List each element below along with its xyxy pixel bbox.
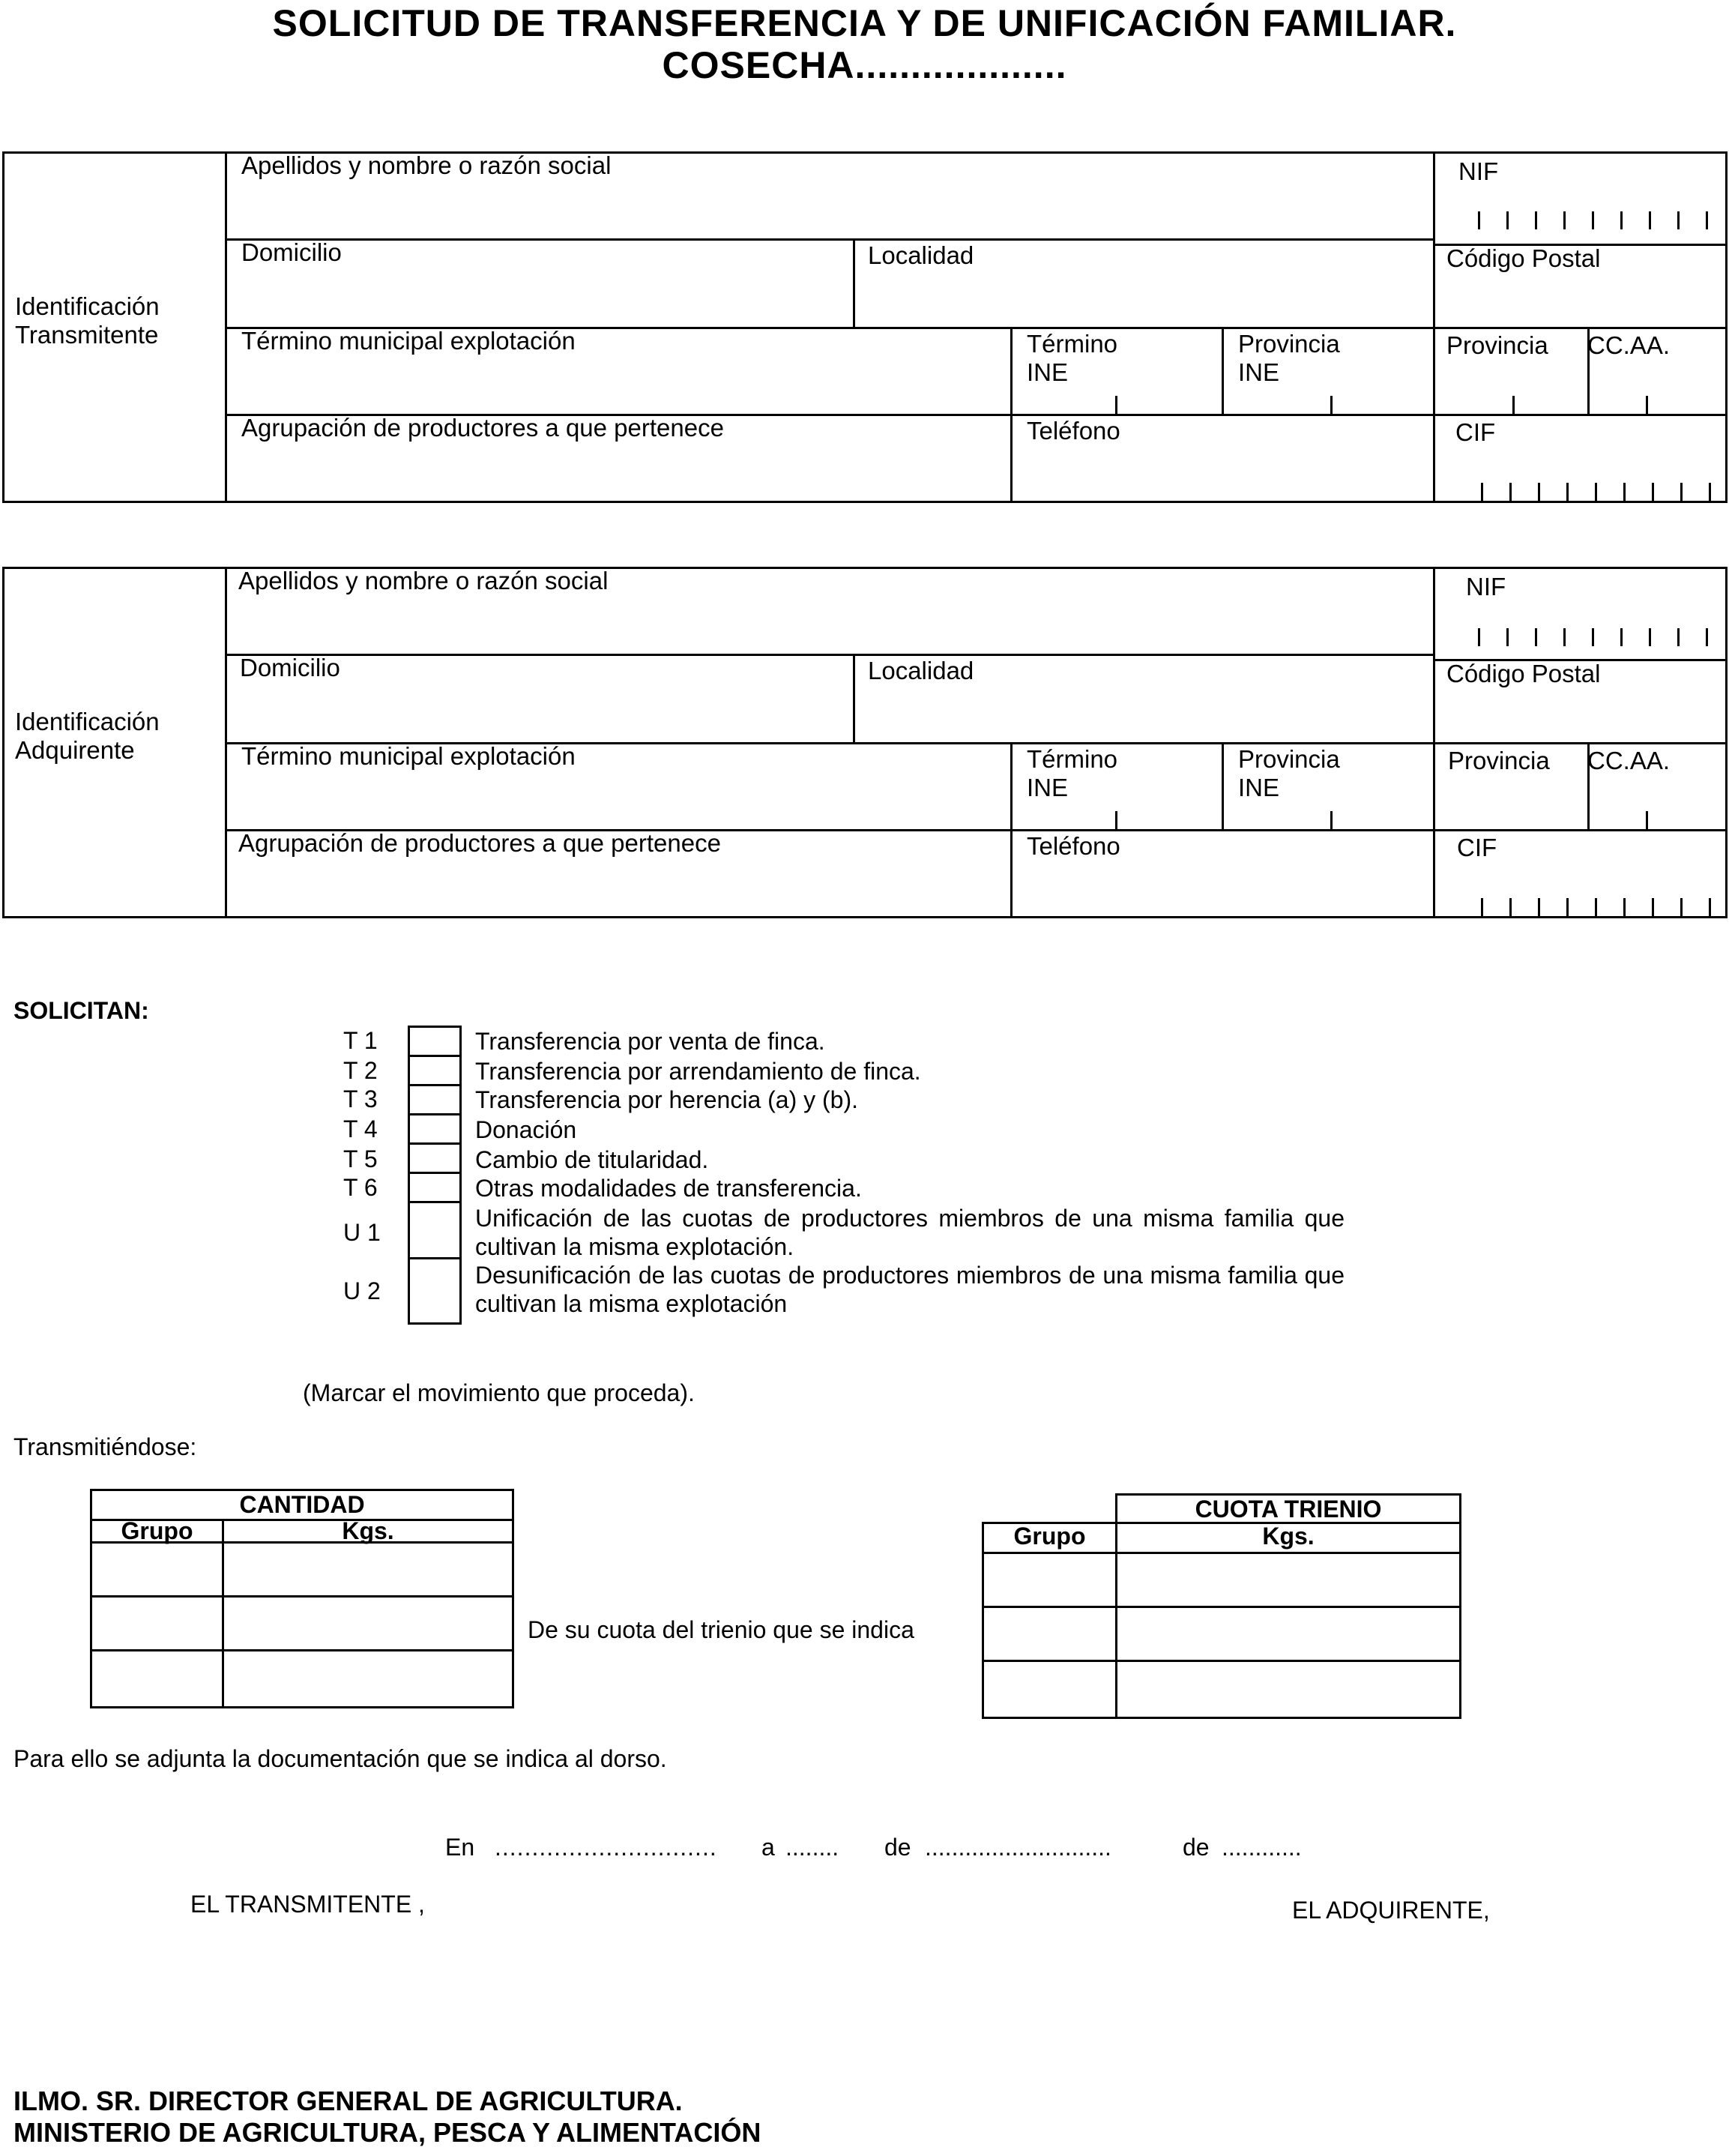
footer-ministerio: MINISTERIO DE AGRICULTURA, PESCA Y ALIMENTACIÓN xyxy=(13,2117,761,2148)
option-checkbox-t6[interactable] xyxy=(408,1172,462,1203)
cantidad-table-title: CANTIDAD xyxy=(91,1490,513,1520)
footer-director: ILMO. SR. DIRECTOR GENERAL DE AGRICULTURA. xyxy=(13,2086,683,2116)
termino-ine-label: INE xyxy=(1027,774,1069,801)
option-checkbox-t2[interactable] xyxy=(408,1055,462,1086)
table-cell[interactable] xyxy=(1117,1661,1461,1718)
provincia-ine-label: INE xyxy=(1238,774,1280,801)
cif-field[interactable]: CIF xyxy=(1457,834,1497,861)
option-text: Otras modalidades de transferencia. xyxy=(475,1175,862,1202)
option-code: T 1 xyxy=(343,1027,378,1054)
col-header-kgs: Kgs. xyxy=(1117,1523,1461,1553)
ccaa-field[interactable]: CC.AA. xyxy=(1587,331,1671,359)
termino-municipal-field[interactable]: Término municipal explotación xyxy=(241,327,576,355)
table-cell[interactable] xyxy=(1117,1607,1461,1661)
col-header-grupo: Grupo xyxy=(983,1523,1117,1553)
year-blank[interactable]: ............ xyxy=(1222,1834,1302,1861)
transmitiendose-label: Transmitiéndose: xyxy=(13,1433,197,1460)
ccaa-box[interactable] xyxy=(1646,396,1648,414)
option-code: U 2 xyxy=(343,1277,381,1304)
col-header-grupo: Grupo xyxy=(91,1520,223,1543)
documentacion-note: Para ello se adjunta la documentación que se indica al dorso. xyxy=(13,1745,667,1772)
termino-ine-label: Término xyxy=(1027,745,1118,773)
nif-field[interactable]: NIF xyxy=(1458,157,1499,185)
option-code: T 3 xyxy=(343,1085,378,1112)
option-text: Transferencia por herencia (a) y (b). xyxy=(475,1086,859,1113)
provincia-ine-box[interactable] xyxy=(1330,811,1333,829)
day-blank[interactable]: ........ xyxy=(785,1834,839,1861)
table-cell[interactable] xyxy=(983,1607,1117,1661)
termino-ine-box[interactable] xyxy=(1115,396,1117,414)
provincia-box[interactable] xyxy=(1512,396,1515,414)
apellidos-field[interactable]: Apellidos y nombre o razón social xyxy=(238,567,609,594)
telefono-field[interactable]: Teléfono xyxy=(1027,417,1120,445)
date-a-label: a xyxy=(761,1834,775,1861)
ccaa-field[interactable]: CC.AA. xyxy=(1587,747,1671,774)
nif-digit-boxes[interactable] xyxy=(1478,211,1718,234)
option-text: Donación xyxy=(475,1116,577,1143)
termino-ine-box[interactable] xyxy=(1115,811,1117,829)
provincia-ine-box[interactable] xyxy=(1330,396,1333,414)
table-cell[interactable] xyxy=(223,1543,513,1597)
ccaa-box[interactable] xyxy=(1646,811,1648,829)
option-checkbox-u1[interactable] xyxy=(408,1201,462,1259)
section-label: Identificación xyxy=(15,708,160,735)
option-code: U 1 xyxy=(343,1219,381,1246)
telefono-field[interactable]: Teléfono xyxy=(1027,832,1120,860)
table-cell[interactable] xyxy=(983,1553,1117,1607)
provincia-ine-label: INE xyxy=(1238,358,1280,386)
cif-digit-boxes[interactable] xyxy=(1481,483,1721,504)
place-blank[interactable]: .............................. xyxy=(495,1834,717,1861)
cuota-table-title: CUOTA TRIENIO xyxy=(1115,1493,1461,1522)
middle-text: De su cuota del trienio que se indica xyxy=(528,1616,914,1643)
cosecha-line: COSECHA................... xyxy=(662,44,1067,86)
nif-digit-boxes[interactable] xyxy=(1478,628,1718,651)
section-label: Identificación xyxy=(15,292,160,320)
option-code: T 2 xyxy=(343,1057,378,1084)
domicilio-field[interactable]: Domicilio xyxy=(240,654,340,681)
option-text: Desunificación de las cuotas de productores miembros de una misma familia que cultivan la misma explotación xyxy=(475,1262,1345,1317)
termino-municipal-field[interactable]: Término municipal explotación xyxy=(241,742,576,770)
table-cell[interactable] xyxy=(983,1661,1117,1718)
date-de-label: de xyxy=(1183,1834,1210,1861)
cif-digit-boxes[interactable] xyxy=(1481,898,1721,919)
localidad-field[interactable]: Localidad xyxy=(868,657,974,684)
solicitan-heading: SOLICITAN: xyxy=(13,997,149,1024)
agrupacion-field[interactable]: Agrupación de productores a que pertenece xyxy=(238,829,721,857)
option-checkbox-t1[interactable] xyxy=(408,1026,462,1057)
provincia-ine-label: Provincia xyxy=(1238,330,1340,358)
option-text: Cambio de titularidad. xyxy=(475,1146,709,1173)
col-header-kgs: Kgs. xyxy=(223,1520,513,1543)
option-checkbox-t3[interactable] xyxy=(408,1084,462,1115)
table-cell[interactable] xyxy=(91,1651,223,1708)
domicilio-field[interactable]: Domicilio xyxy=(241,238,342,266)
termino-ine-label: INE xyxy=(1027,358,1069,386)
codigo-postal-field[interactable]: Código Postal xyxy=(1446,244,1601,272)
month-blank[interactable]: ............................ xyxy=(925,1834,1111,1861)
cantidad-table xyxy=(90,1489,514,1708)
table-cell[interactable] xyxy=(91,1543,223,1597)
section-label: Transmitente xyxy=(15,321,159,349)
date-de-label: de xyxy=(884,1834,911,1861)
option-checkbox-t4[interactable] xyxy=(408,1113,462,1145)
option-code: T 5 xyxy=(343,1145,378,1172)
agrupacion-field[interactable]: Agrupación de productores a que pertenece xyxy=(241,414,724,442)
codigo-postal-field[interactable]: Código Postal xyxy=(1446,660,1601,687)
option-checkbox-u2[interactable] xyxy=(408,1257,462,1325)
nif-field[interactable]: NIF xyxy=(1466,573,1506,600)
localidad-field[interactable]: Localidad xyxy=(868,241,974,269)
option-checkbox-t5[interactable] xyxy=(408,1142,462,1174)
provincia-ine-label: Provincia xyxy=(1238,745,1340,773)
option-text: Unificación de las cuotas de productores miembros de una misma familia que cultivan la misma explotación. xyxy=(475,1205,1345,1260)
option-code: T 4 xyxy=(343,1115,378,1142)
marcar-note: (Marcar el movimiento que proceda). xyxy=(303,1379,695,1406)
option-text: Transferencia por venta de finca. xyxy=(475,1028,825,1055)
option-text: Transferencia por arrendamiento de finca. xyxy=(475,1058,921,1085)
table-cell[interactable] xyxy=(91,1597,223,1651)
table-cell[interactable] xyxy=(223,1597,513,1651)
signature-adquirente: EL ADQUIRENTE, xyxy=(1292,1897,1490,1924)
provincia-field[interactable]: Provincia xyxy=(1446,331,1548,359)
section-label: Adquirente xyxy=(15,736,135,764)
table-cell[interactable] xyxy=(223,1651,513,1708)
form-title: SOLICITUD DE TRANSFERENCIA Y DE UNIFICACIÓN FAMILIAR. xyxy=(272,2,1457,44)
cuota-table xyxy=(982,1522,1461,1719)
signature-transmitente: EL TRANSMITENTE , xyxy=(190,1891,425,1918)
cif-field[interactable]: CIF xyxy=(1455,418,1496,446)
apellidos-field[interactable]: Apellidos y nombre o razón social xyxy=(241,151,612,179)
option-code: T 6 xyxy=(343,1174,378,1201)
provincia-field[interactable]: Provincia xyxy=(1448,747,1550,774)
termino-ine-label: Término xyxy=(1027,330,1118,358)
date-en-label: En xyxy=(445,1834,475,1861)
table-cell[interactable] xyxy=(1117,1553,1461,1607)
